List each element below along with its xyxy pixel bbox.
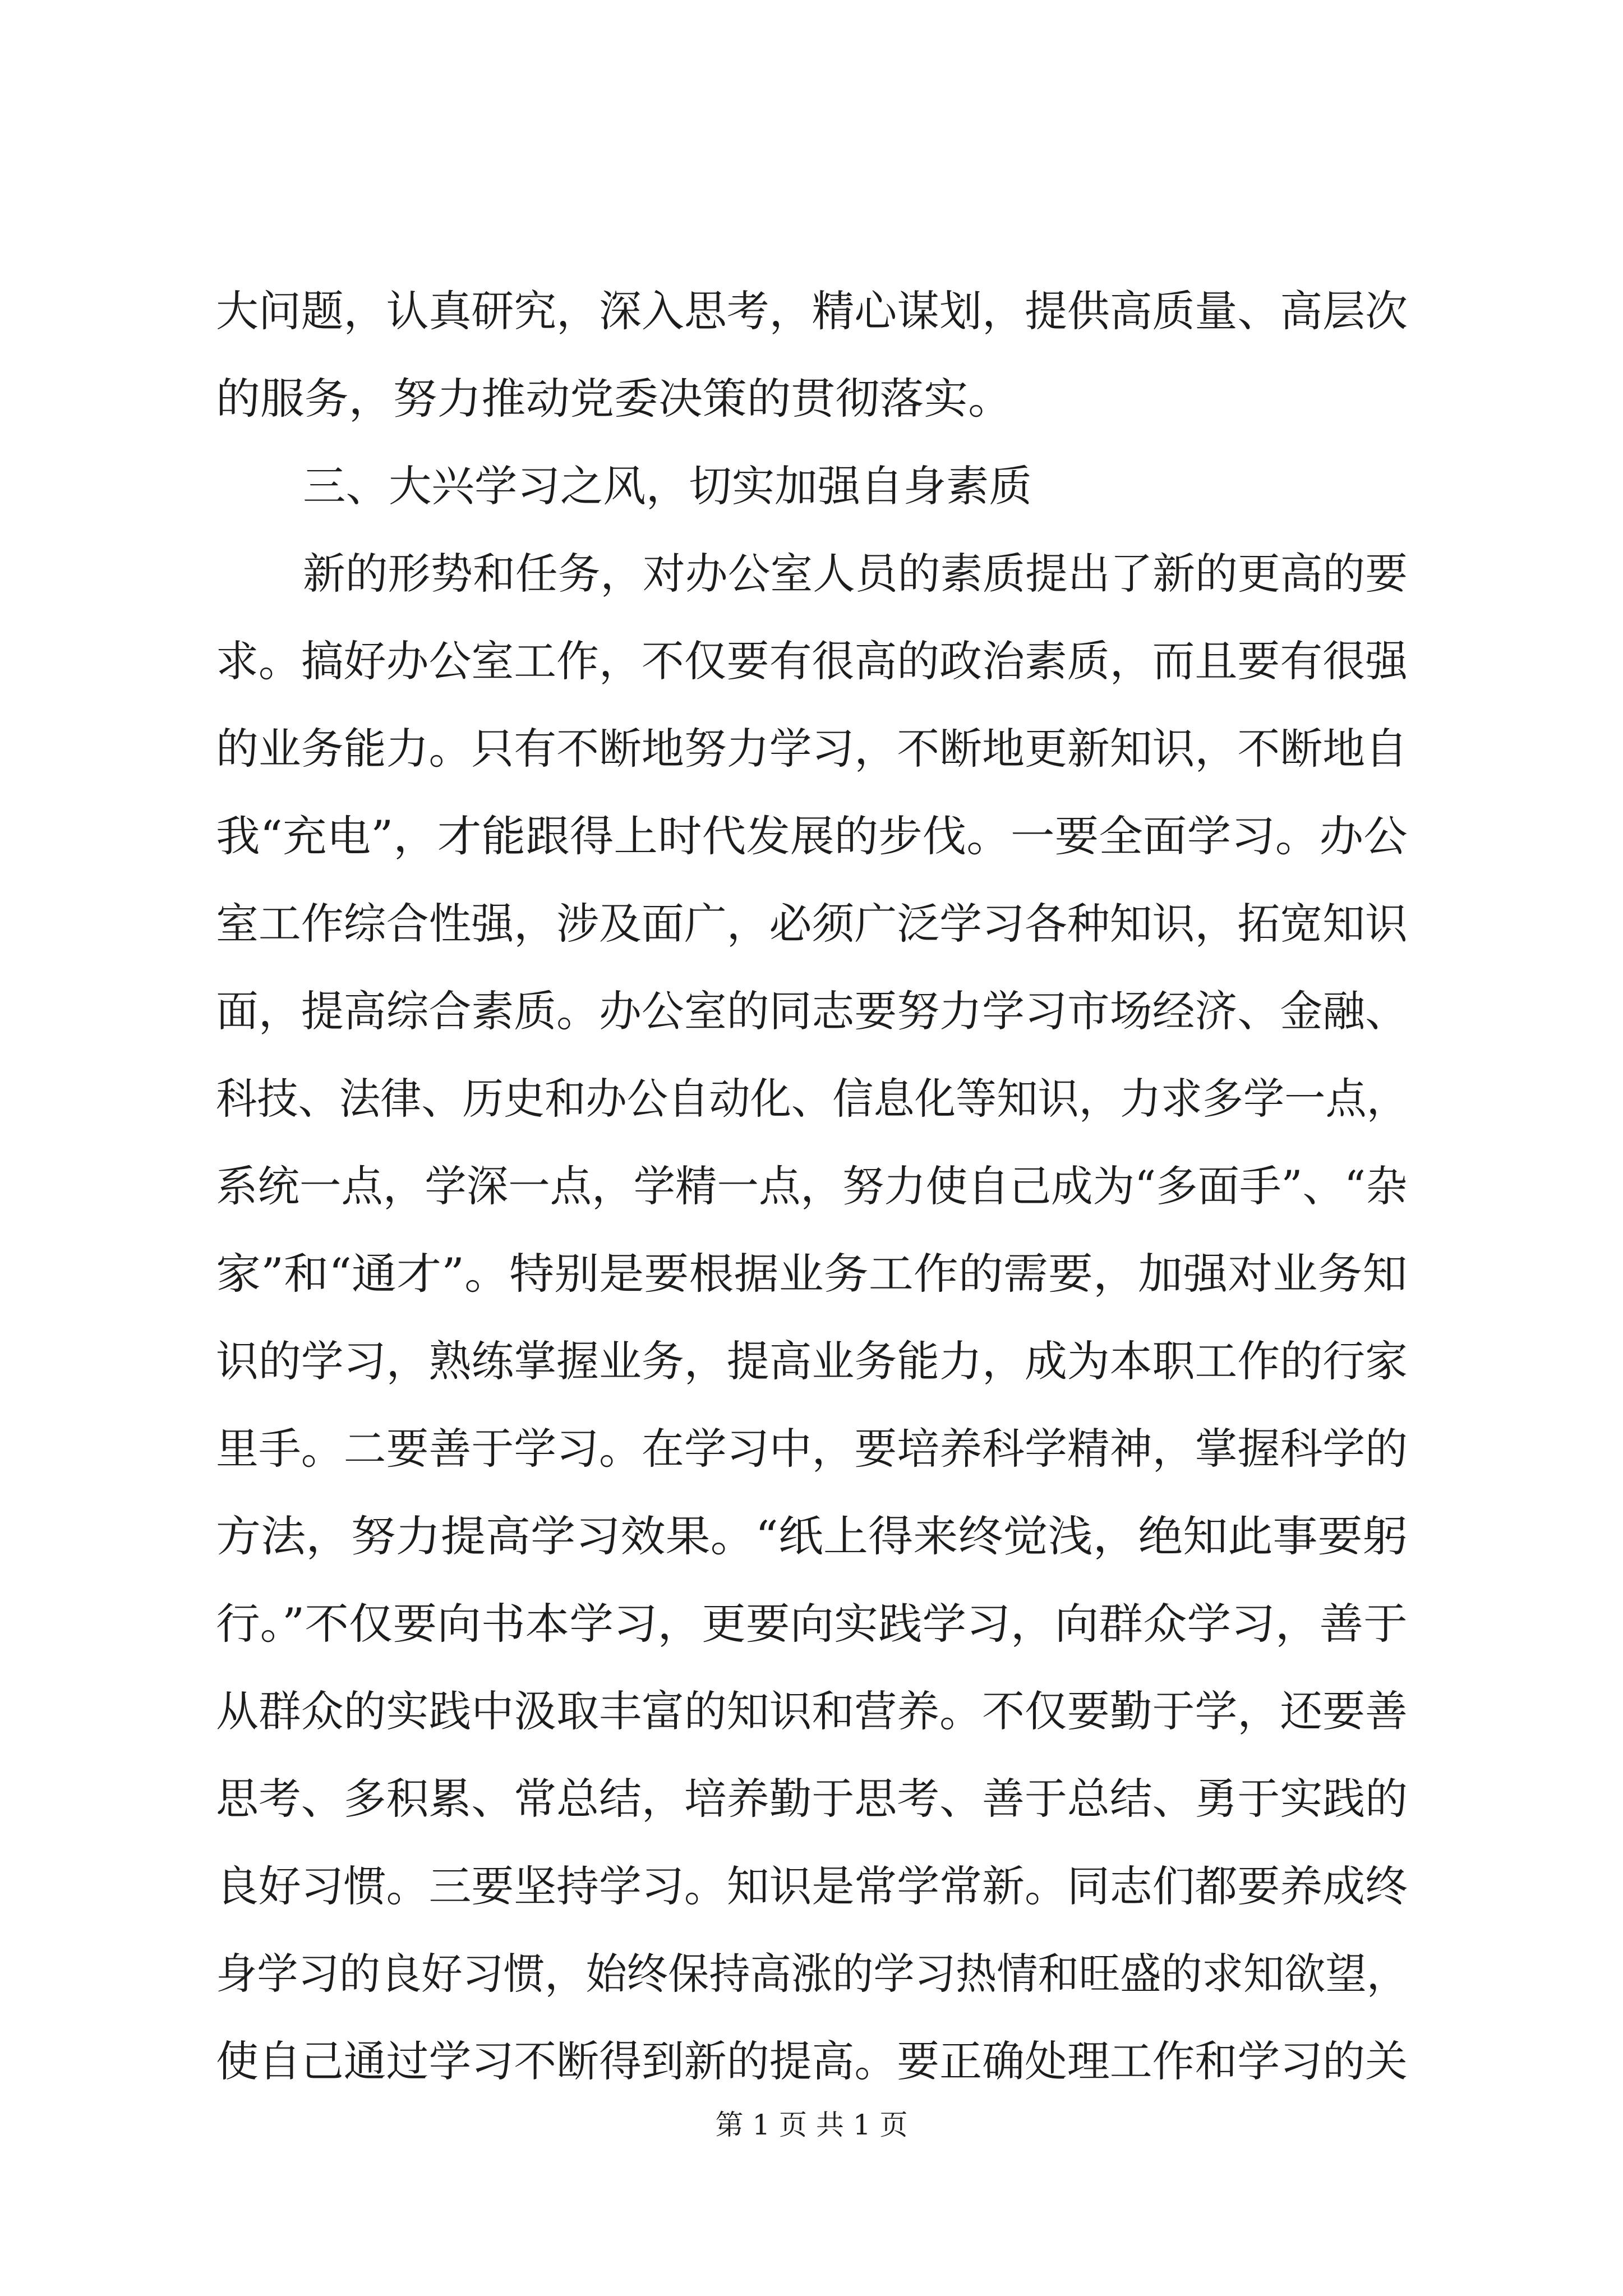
text-line: 良好习惯。三要坚持学习。知识是常学常新。同志们都要养成终 bbox=[216, 1861, 1408, 1911]
text-line: 行。”不仅要向书本学习，更要向实践学习，向群众学习，善于 bbox=[216, 1599, 1408, 1649]
text-line: 身学习的良好习惯，始终保持高涨的学习热情和旺盛的求知欲望， bbox=[216, 1949, 1408, 1999]
text-line: 方法，努力提高学习效果。“纸上得来终觉浅，绝知此事要躬 bbox=[216, 1511, 1408, 1561]
text-line: 面，提高综合素质。办公室的同志要努力学习市场经济、金融、 bbox=[216, 986, 1408, 1036]
text-line: 识的学习，熟练掌握业务，提高业务能力，成为本职工作的行家 bbox=[216, 1336, 1408, 1386]
text-line: 大问题，认真研究，深入思考，精心谋划，提供高质量、高层次 bbox=[216, 286, 1408, 336]
text-line: 新的形势和任务，对办公室人员的素质提出了新的更高的要 bbox=[303, 549, 1408, 599]
text-line: 使自己通过学习不断得到新的提高。要正确处理工作和学习的关 bbox=[216, 2036, 1408, 2086]
text-line: 的服务，努力推动党委决策的贯彻落实。 bbox=[216, 374, 1012, 424]
text-line: 里手。二要善于学习。在学习中，要培养科学精神，掌握科学的 bbox=[216, 1424, 1408, 1474]
text-line: 我“充电”，才能跟得上时代发展的步伐。一要全面学习。办公 bbox=[216, 811, 1408, 861]
text-line: 科技、法律、历史和办公自动化、信息化等知识，力求多学一点， bbox=[216, 1074, 1408, 1124]
text-line: 室工作综合性强，涉及面广，必须广泛学习各种知识，拓宽知识 bbox=[216, 899, 1408, 949]
text-line: 从群众的实践中汲取丰富的知识和营养。不仅要勤于学，还要善 bbox=[216, 1686, 1408, 1736]
text-line: 家”和“通才”。特别是要根据业务工作的需要，加强对业务知 bbox=[216, 1249, 1408, 1299]
text-line: 系统一点，学深一点，学精一点，努力使自己成为“多面手”、“杂 bbox=[216, 1161, 1408, 1211]
section-heading: 三、大兴学习之风，切实加强自身素质 bbox=[303, 461, 1032, 511]
text-line: 思考、多积累、常总结，培养勤于思考、善于总结、勇于实践的 bbox=[216, 1774, 1408, 1824]
text-line: 的业务能力。只有不断地努力学习，不断地更新知识，不断地自 bbox=[216, 724, 1408, 774]
page-footer: 第 1 页 共 1 页 bbox=[715, 2109, 908, 2141]
text-line: 求。搞好办公室工作，不仅要有很高的政治素质，而且要有很强 bbox=[216, 636, 1408, 686]
